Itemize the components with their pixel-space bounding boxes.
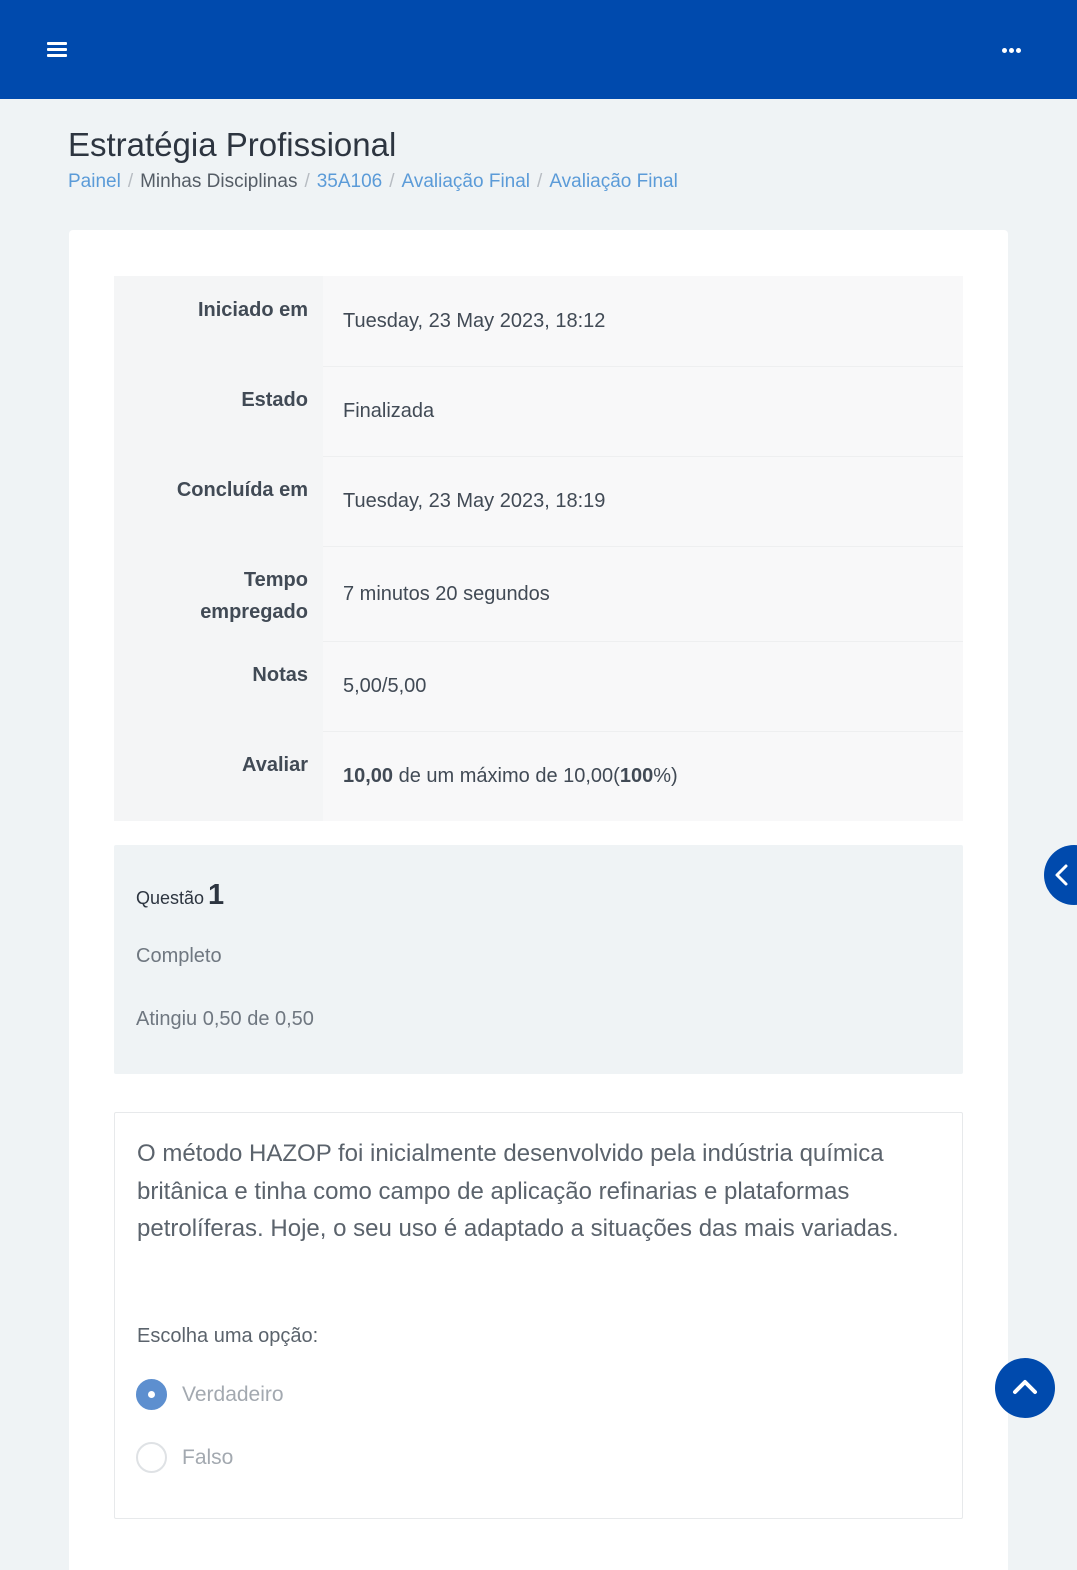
option-label: Verdadeiro <box>182 1382 284 1406</box>
summary-value: Tuesday, 23 May 2023, 18:19 <box>323 456 963 546</box>
breadcrumb-separator: / <box>389 171 395 192</box>
question-prompt: O método HAZOP foi inicialmente desenvolvido pela indústria química britânica e tinha como campo de aplicação refinarias e plataformas petrolíferas. Hoje, o seu uso é adaptado a situações das mais variadas. <box>137 1140 899 1242</box>
chevron-up-icon <box>1012 1376 1038 1398</box>
question-number <box>136 879 224 912</box>
grade-percent: 100 <box>619 765 654 787</box>
breadcrumb <box>68 171 678 193</box>
choose-option-label: Escolha uma opção: <box>137 1325 319 1347</box>
back-to-top-button[interactable] <box>995 1358 1055 1418</box>
breadcrumb-item-course[interactable]: 35A106 <box>316 171 383 192</box>
summary-label: Notas <box>114 641 323 731</box>
question-grade: Atingiu 0,50 de 0,50 <box>136 1008 314 1030</box>
summary-row-started <box>114 276 963 366</box>
radio-selected-icon[interactable] <box>136 1379 167 1410</box>
summary-label <box>114 546 323 641</box>
summary-label-line: Tempo <box>243 569 308 591</box>
main-card <box>69 230 1008 1570</box>
grade-text-end: %) <box>653 765 678 787</box>
attempt-summary-table <box>114 276 963 821</box>
summary-label-line: empregado <box>200 601 308 623</box>
question-number-value: 1 <box>208 879 225 911</box>
breadcrumb-separator: / <box>537 171 543 192</box>
summary-row-state <box>114 366 963 456</box>
drawer-toggle-button[interactable] <box>1044 845 1077 905</box>
grade-score: 10,00 <box>343 765 394 787</box>
breadcrumb-separator: / <box>127 171 134 192</box>
summary-value: 5,00/5,00 <box>323 641 963 731</box>
ellipsis-icon[interactable] <box>998 42 1026 58</box>
summary-value: Tuesday, 23 May 2023, 18:12 <box>323 276 963 366</box>
question-label: Questão <box>136 888 205 908</box>
grade-text: de um máximo de 10,00( <box>393 765 620 787</box>
radio-unselected-icon[interactable] <box>136 1442 167 1473</box>
summary-value: Finalizada <box>323 366 963 456</box>
top-navbar <box>0 0 1077 99</box>
summary-value <box>323 731 963 821</box>
summary-label: Concluída em <box>114 456 323 546</box>
breadcrumb-item-avaliacao-final-quiz[interactable]: Avaliação Final <box>549 171 678 192</box>
summary-value: 7 minutos 20 segundos <box>323 546 963 641</box>
question-content-box <box>114 1112 963 1519</box>
breadcrumb-separator: / <box>304 171 310 192</box>
page-title: Estratégia Profissional <box>68 126 397 163</box>
option-falso[interactable] <box>136 1442 233 1473</box>
summary-row-time <box>114 546 963 641</box>
chevron-left-icon <box>1052 863 1072 887</box>
summary-label: Iniciado em <box>114 276 323 366</box>
hamburger-menu-icon[interactable] <box>47 40 67 58</box>
summary-label: Estado <box>114 366 323 456</box>
option-label: Falso <box>182 1445 234 1469</box>
breadcrumb-item-minhas-disciplinas: Minhas Disciplinas <box>140 171 298 192</box>
summary-row-marks <box>114 641 963 731</box>
summary-row-grade <box>114 731 963 821</box>
breadcrumb-item-painel[interactable]: Painel <box>68 171 121 192</box>
question-info-box <box>114 845 963 1074</box>
option-verdadeiro[interactable] <box>136 1379 284 1410</box>
summary-label: Avaliar <box>114 731 323 821</box>
summary-row-completed <box>114 456 963 546</box>
breadcrumb-item-avaliacao-final[interactable]: Avaliação Final <box>401 171 531 192</box>
question-state: Completo <box>136 945 222 967</box>
